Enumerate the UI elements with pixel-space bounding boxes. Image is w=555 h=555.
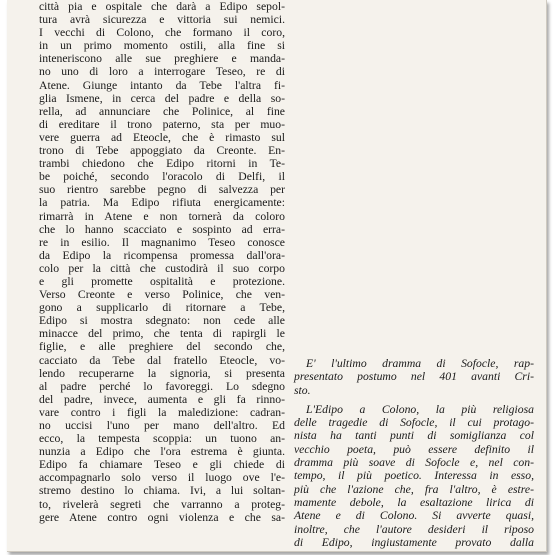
text-line: ecco, la tempesta scoppia: un tuono an- <box>39 432 285 446</box>
text-line: trono di Tebe appoggiato da Creonte. En- <box>39 144 285 158</box>
text-line: minacce del primo, che tenta di rapirgli le <box>39 327 285 341</box>
text-line: tempo, il più poetico. Interessa in esso, <box>294 469 534 483</box>
text-line: Edipo si mostra sdegnato: non cede alle <box>39 314 285 328</box>
text-line: rella, ad annunciare che Polinice, al fine <box>39 104 285 118</box>
text-line: in un primo momento ostili, alla fine si <box>39 39 285 53</box>
text-line: vare contro i figli la maledizione: cadran- <box>39 405 285 419</box>
text-line: accompagnarlo solo verso il luogo ove l'e- <box>39 471 285 485</box>
text-line: nunzia a Edipo che l'ora estrema è giunta. <box>39 445 285 459</box>
text-line: Atene. Giunge intanto da Tebe l'altra fi- <box>39 78 285 92</box>
text-line: presentato postumo nel 401 avanti Cri- <box>294 370 534 384</box>
text-line: la patria. Ma Edipo rifiuta energicamente: <box>39 196 285 210</box>
text-line: gono a supplicarlo di ritornare a Tebe, <box>39 301 285 315</box>
text-line: no uno di loro a interrogare Teseo, re di <box>39 65 285 79</box>
text-line: Atene e di Colono. Si avverte quasi, <box>294 509 534 523</box>
text-line: vecchio poeta, può essere definito il <box>294 442 534 456</box>
text-line: sto. <box>294 383 311 397</box>
text-line: da Edipo la ricompensa promessa dall'ora- <box>39 248 285 262</box>
text-line: inteneriscono alle sue preghiere e manda- <box>39 52 285 66</box>
text-line: re in esilio. Il magnanimo Teseo conosce <box>39 235 285 249</box>
text-line: nista ha tanti punti di somiglianza col <box>294 429 534 443</box>
text-line: Edipo fa chiamare Teseo e gli chiede di <box>39 458 285 472</box>
text-line: rimarrà in Atene e non tornerà da coloro <box>39 209 285 223</box>
text-line: I vecchi di Colono, che formano il coro, <box>39 26 285 40</box>
text-line: e gli promette ospitalità e protezione. <box>39 274 285 288</box>
text-line: che lo hanno scacciato e sospinto ad erra- <box>39 222 285 236</box>
text-line: to, rivelerà segreti che varranno a proteg- <box>39 497 285 511</box>
right-text-column <box>294 357 534 549</box>
left-text-column <box>39 0 285 524</box>
text-line: di ereditare il trono paterno, sta per muo- <box>39 117 285 131</box>
text-line: be poiché, secondo l'oracolo di Delfi, il <box>39 170 285 184</box>
text-line: L'Edipo a Colono, la più religiosa <box>306 402 534 416</box>
text-line: tura avrà sicurezza e vittoria sui nemici. <box>39 13 285 27</box>
text-line: E' l'ultimo dramma di Sofocle, rap- <box>306 357 534 370</box>
text-line: no uccisi l'uno per mano dell'altro. Ed <box>39 419 285 432</box>
text-line: delle tragedie di Sofocle, il cui protago- <box>294 416 534 430</box>
text-line: vere guerra ad Eteocle, che è rimasto sul <box>39 130 285 144</box>
text-line: cacciato da Tebe dal fratello Eteocle, vo- <box>39 353 285 367</box>
text-line: gere Atene contro ogni violenza e che sa- <box>39 510 285 524</box>
text-line: del padre, invece, aumenta e gli fa rinno- <box>39 392 285 406</box>
text-line: Verso Creonte e verso Polinice, che ven- <box>39 288 285 302</box>
book-page <box>7 0 547 552</box>
text-line: trambi chiedono che Edipo ritorni in Te- <box>39 157 285 171</box>
text-line: città pia e ospitale che darà a Edipo sepol- <box>39 0 285 13</box>
text-line: al padre perché lo favoreggi. Lo sdegno <box>39 379 285 393</box>
text-line: mamente debole, la esaltazione lirica di <box>294 495 534 509</box>
text-line: lendo recuperarne la signoria, si presenta <box>39 366 285 380</box>
text-line: colo per la città che custodirà il suo corpo <box>39 261 285 275</box>
commentary-paragraph <box>294 403 534 549</box>
text-line: figlie, e alle preghiere del secondo che, <box>39 340 285 354</box>
text-line: di Edipo, ingiustamente provato dalla <box>294 535 534 549</box>
intro-paragraph <box>294 357 534 397</box>
text-line: più che l'azione che, fra l'altro, è estre- <box>294 482 534 496</box>
text-line: dramma più soave di Sofocle e, nel con- <box>294 456 534 470</box>
text-line: glia Ismene, in cerca del padre e della so- <box>39 91 285 105</box>
text-line: suo rientro sarebbe pegno di salvezza per <box>39 183 285 197</box>
text-line: stremo destino lo chiama. Ivi, a lui soltan- <box>39 484 285 498</box>
text-line: inoltre, che l'autore desideri il riposo <box>294 522 534 536</box>
